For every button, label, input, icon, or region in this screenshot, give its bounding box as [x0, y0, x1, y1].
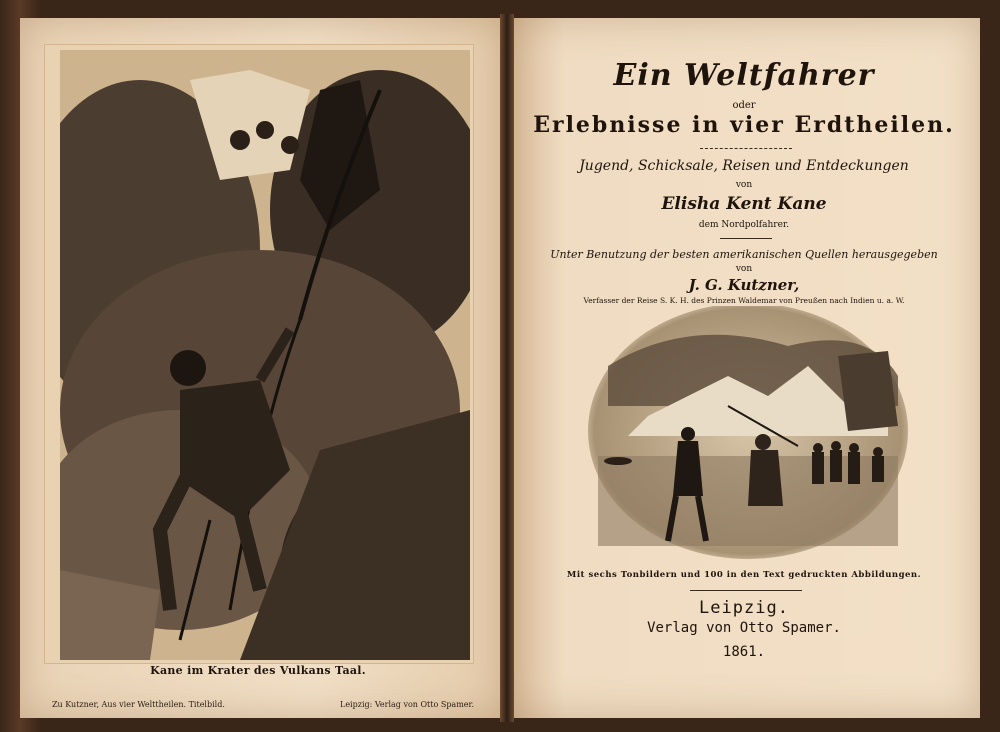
sources-note: Unter Benutzung der besten amerikanischen Quellen herausgegeben [550, 248, 938, 261]
book-title: Ein Weltfahrer [613, 58, 875, 93]
frontispiece-footer-reference: Zu Kutzner, Aus vier Welttheilen. Titelbild. [52, 700, 225, 709]
author-note: dem Nordpolfahrer. [698, 220, 790, 230]
title-von: von [735, 264, 753, 274]
frontispiece-engraving [60, 50, 470, 660]
publication-place: Leipzig. [699, 598, 789, 618]
editor-note: Verfasser der Reise S. K. H. des Prinzen Waldemar von Preußen nach Indien u. a. W. [583, 296, 905, 305]
title-von: von [735, 180, 753, 190]
publication-year: 1861. [722, 644, 766, 660]
publisher-name: Verlag von Otto Spamer. [647, 620, 841, 636]
divider-rule [720, 238, 772, 239]
author-name: Elisha Kent Kane [661, 194, 827, 214]
book-subtitle: Erlebnisse in vier Erdtheilen. [533, 112, 955, 138]
title-oder: oder [732, 100, 756, 111]
editor-name: J. G. Kutzner, [688, 276, 800, 294]
frontispiece-footer-publisher: Leipzig: Verlag von Otto Spamer. [340, 700, 475, 709]
illustrations-note: Mit sechs Tonbildern und 100 in den Text gedruckten Abbildungen. [566, 570, 922, 580]
divider-rule [690, 590, 802, 591]
frontispiece-caption: Kane im Krater des Vulkans Taal. [150, 664, 366, 677]
divider-rule [700, 148, 792, 149]
title-description: Jugend, Schicksale, Reisen und Entdeckungen [579, 158, 909, 174]
arctic-vignette-engraving [588, 306, 908, 566]
